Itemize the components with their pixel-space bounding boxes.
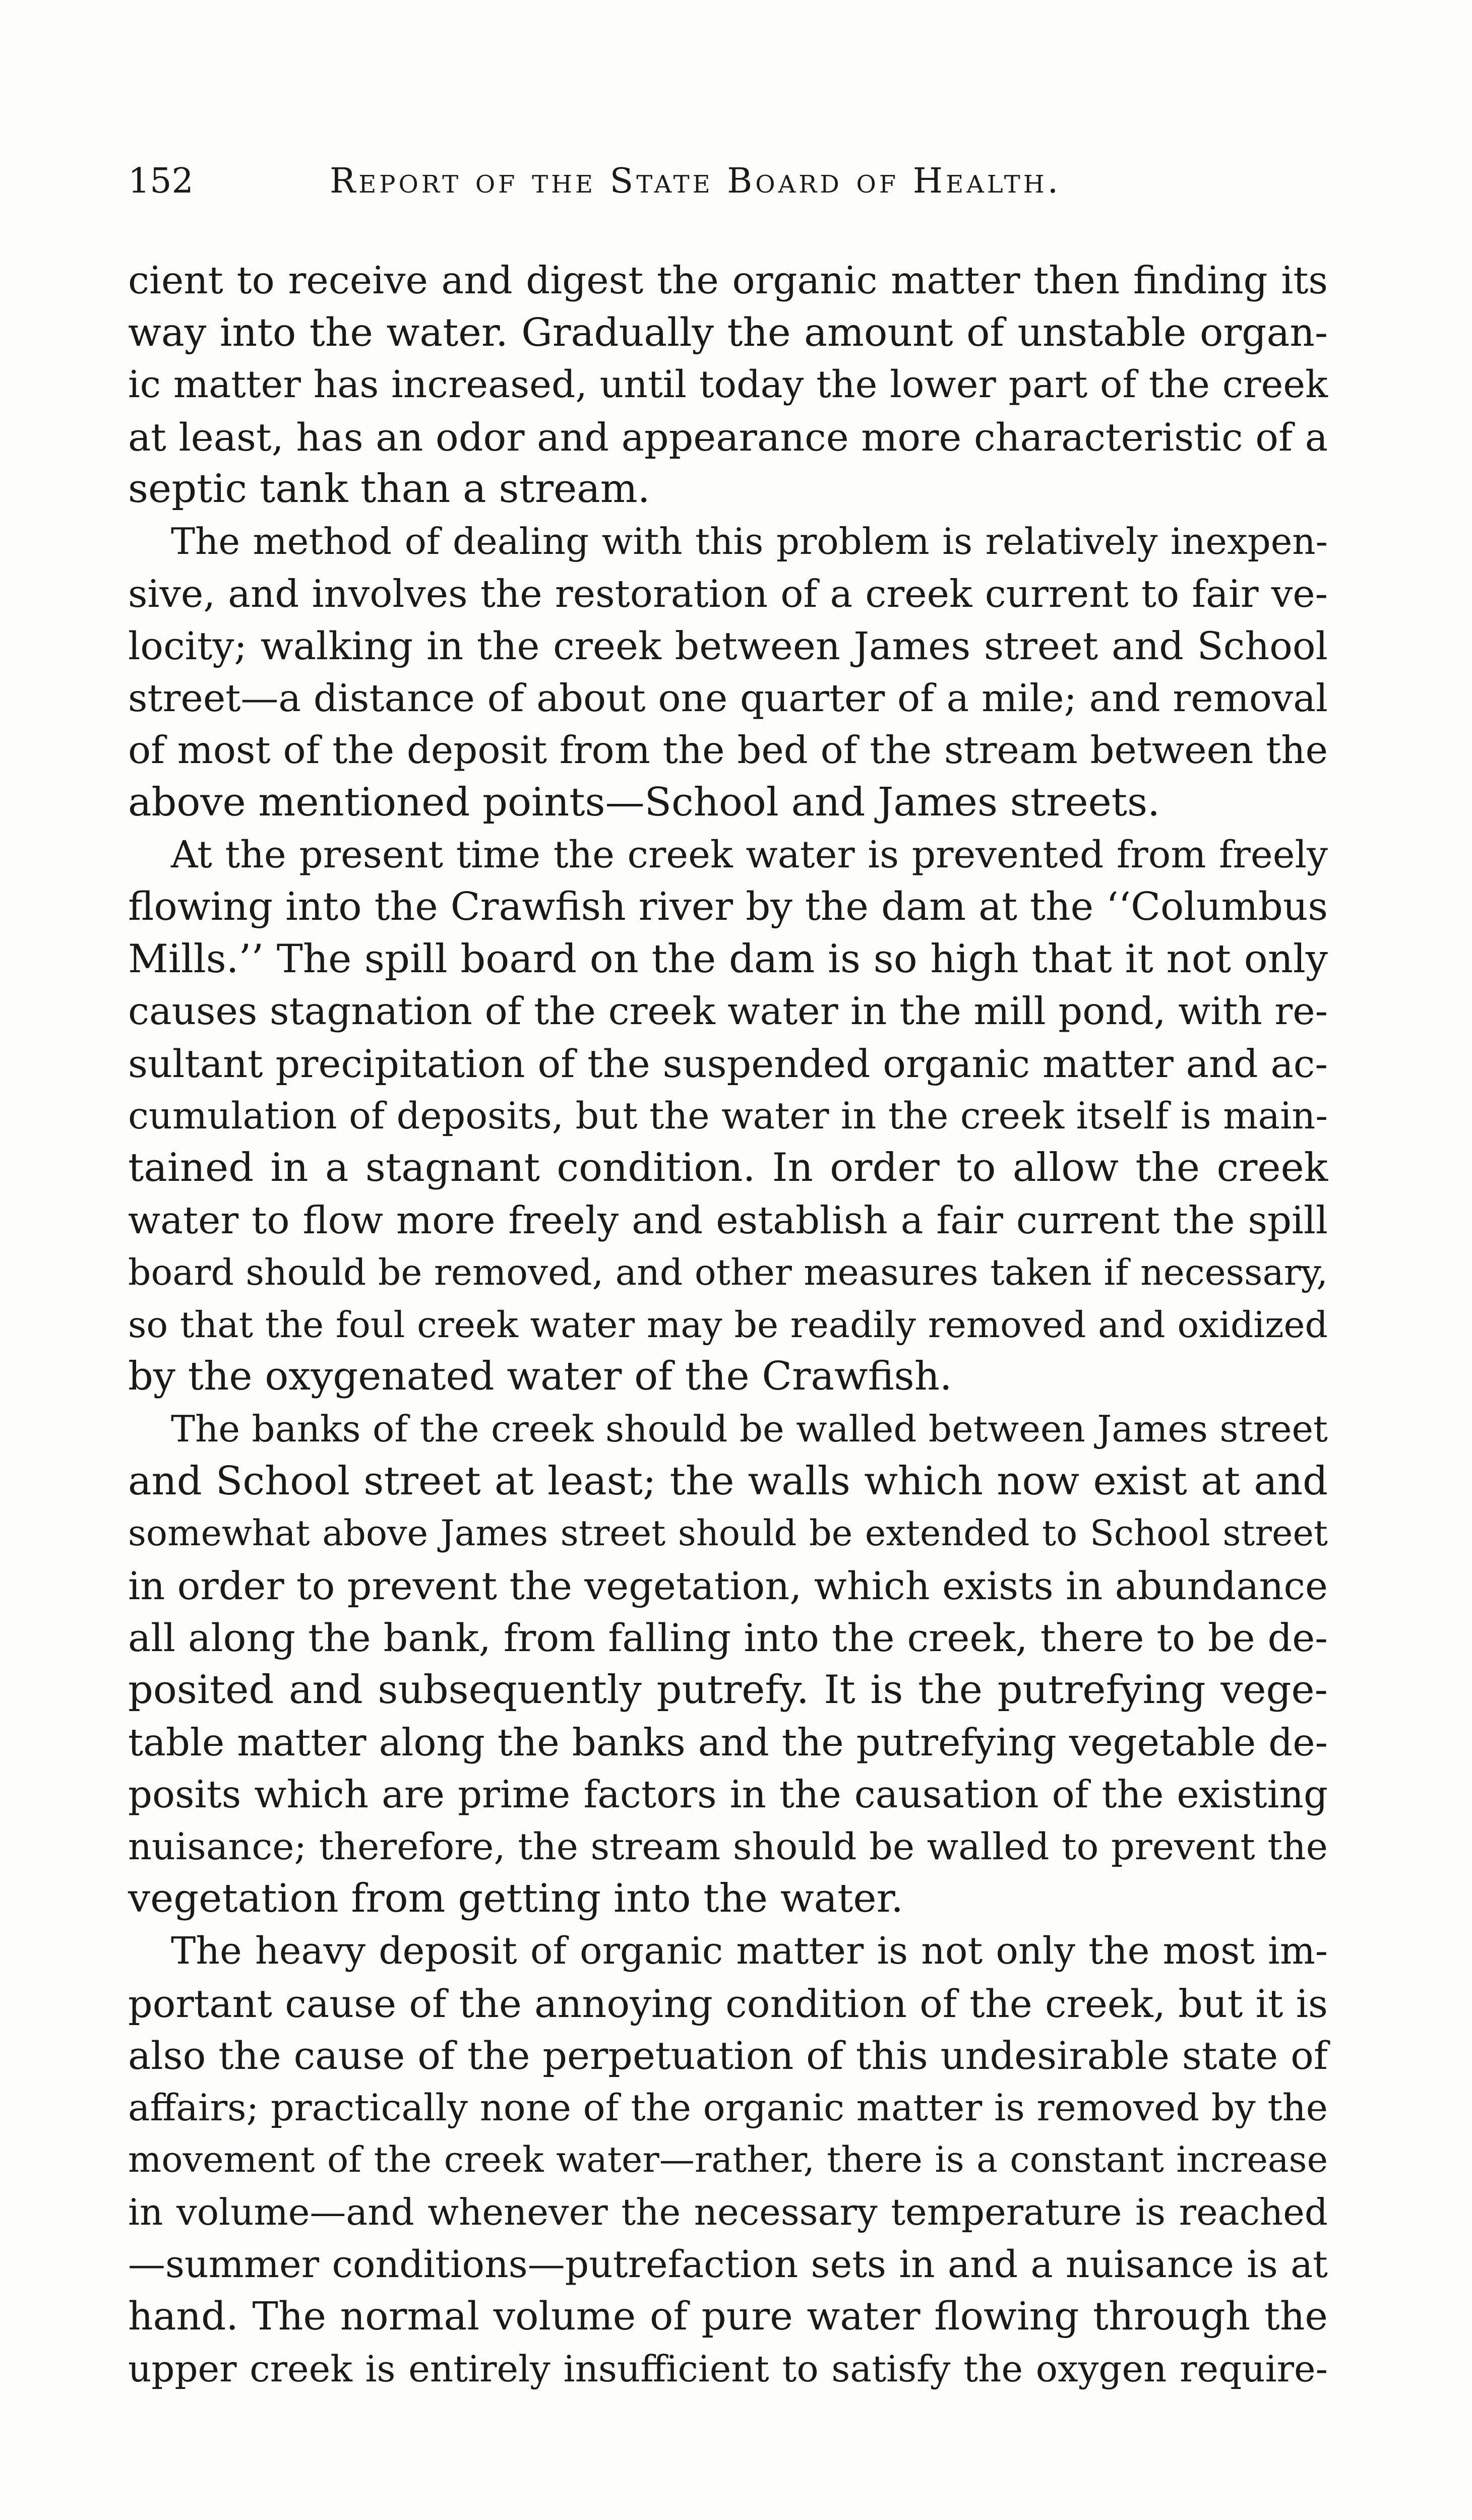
body-text <box>128 255 1328 2395</box>
text-line: and School street at least; the walls which now exist at and <box>128 1458 1328 1504</box>
text-line: The banks of the creek should be walled between James street <box>171 1408 1328 1451</box>
text-line: The method of dealing with this problem is relatively inexpen- <box>171 520 1328 562</box>
text-line: way into the water. Gradually the amount of unstable organ- <box>128 310 1328 355</box>
text-line: tained in a stagnant condition. In order to allow the creek <box>128 1145 1328 1191</box>
text-line: nuisance; therefore, the stream should be walled to prevent the <box>128 1825 1328 1868</box>
text-line: sultant precipitation of the suspended organic matter and ac- <box>128 1041 1328 1086</box>
text-line: posited and subsequently putrefy. It is the putrefying vege- <box>128 1667 1328 1713</box>
text-line: At the present time the creek water is prevented from freely <box>171 833 1328 876</box>
text-line: upper creek is entirely insufficient to satisfy the oxygen require- <box>128 2347 1328 2390</box>
text-line: —summer conditions—putrefaction sets in and a nuisance is at <box>128 2242 1328 2286</box>
text-line: posits which are prime factors in the causation of the existing <box>128 1772 1328 1817</box>
text-line: The heavy deposit of organic matter is not only the most im- <box>171 1929 1328 1973</box>
text-line: vegetation from getting into the water. <box>128 1876 904 1922</box>
text-line: so that the foul creek water may be readily removed and oxidized <box>128 1303 1328 1346</box>
text-line: table matter along the banks and the putrefying vegetable de- <box>128 1720 1328 1765</box>
text-line: movement of the creek water—rather, there is a constant increase <box>128 2139 1328 2181</box>
text-line: somewhat above James street should be extended to School street <box>128 1513 1328 1554</box>
text-line: above mentioned points—School and James streets. <box>128 779 1160 825</box>
text-line: street—a distance of about one quarter of a mile; and removal <box>128 675 1328 720</box>
text-line: hand. The normal volume of pure water flowing through the <box>128 2294 1328 2340</box>
text-line: affairs; practically none of the organic matter is removed by the <box>128 2086 1328 2129</box>
text-line: cumulation of deposits, but the water in the creek itself is main- <box>128 1094 1328 1138</box>
text-line: ic matter has increased, until today the lower part of the creek <box>128 363 1328 407</box>
text-line: also the cause of the perpetuation of this undesirable state of <box>128 2033 1328 2078</box>
text-line: water to flow more freely and establish a fair current the spill <box>128 1198 1328 1242</box>
text-line: in volume—and whenever the necessary temperature is reached <box>128 2190 1328 2233</box>
page-header <box>128 151 1328 212</box>
page-number: 152 <box>128 161 194 201</box>
text-line: causes stagnation of the creek water in the mill pond, with re- <box>128 989 1328 1034</box>
text-line: board should be removed, and other measures taken if necessary, <box>128 1251 1328 1294</box>
text-line: by the oxygenated water of the Crawfish. <box>128 1354 952 1400</box>
text-line: at least, has an odor and appearance more characteristic of a <box>128 414 1328 460</box>
text-line: septic tank than a stream. <box>128 466 650 512</box>
text-line: locity; walking in the creek between James street and School <box>128 623 1328 669</box>
text-line: in order to prevent the vegetation, which exists in abundance <box>128 1563 1328 1608</box>
text-line: of most of the deposit from the bed of the stream between the <box>128 728 1328 773</box>
text-line: flowing into the Crawfish river by the dam at the ‘‘Columbus <box>128 885 1328 930</box>
text-line: sive, and involves the restoration of a creek current to fair ve- <box>128 571 1328 616</box>
text-line: all along the bank, from falling into the creek, there to be de- <box>128 1615 1328 1661</box>
text-line: cient to receive and digest the organic matter then finding its <box>128 258 1328 302</box>
running-title: Report of the State Board of Health. <box>330 161 1062 201</box>
text-line: Mills.’’ The spill board on the dam is so high that it not only <box>128 936 1328 982</box>
text-line: portant cause of the annoying condition of the creek, but it is <box>128 1981 1328 2026</box>
